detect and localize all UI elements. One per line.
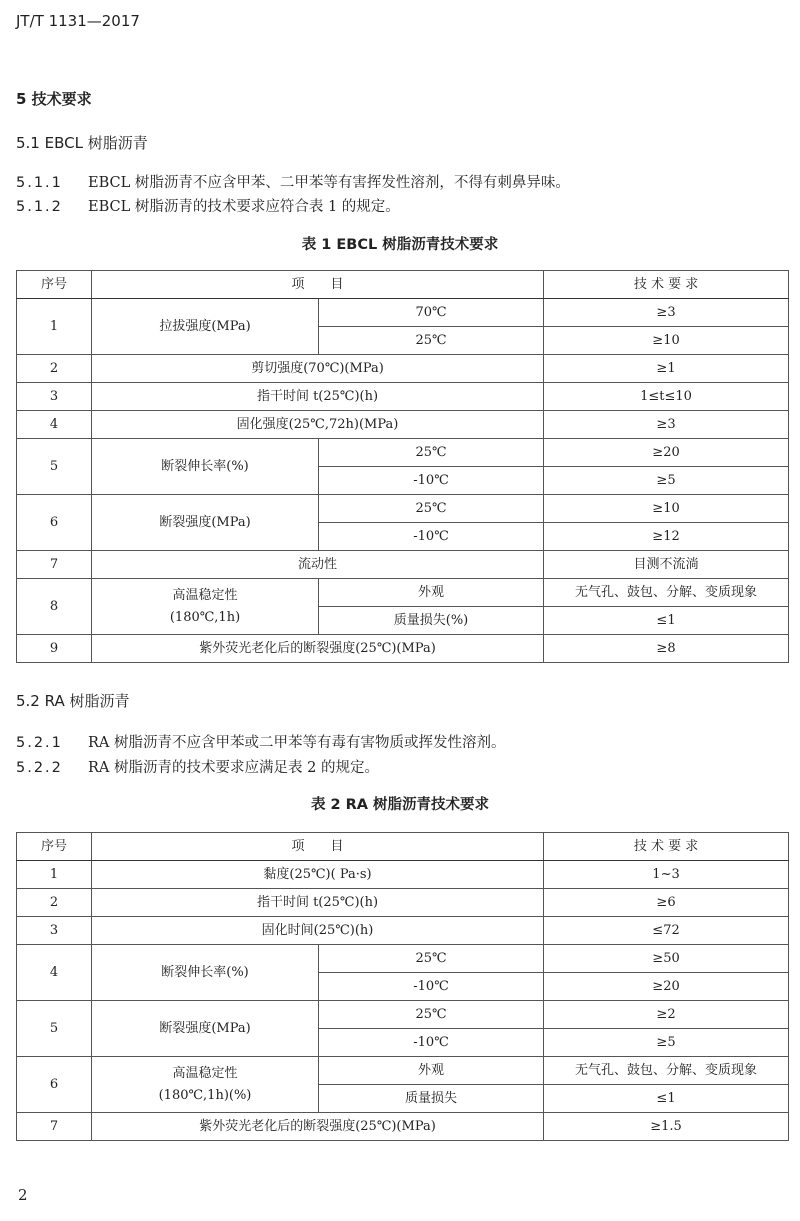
header-cell: 技 术 要 求 bbox=[544, 833, 789, 861]
cell-value: ≥20 bbox=[544, 973, 789, 1001]
cell-sub: -10℃ bbox=[319, 523, 544, 551]
cell-sub: 70℃ bbox=[319, 299, 544, 327]
clause-text: EBCL 树脂沥青的技术要求应符合表 1 的规定。 bbox=[88, 199, 400, 215]
table-row bbox=[17, 889, 789, 917]
cell-item: 固化时间(25℃)(h) bbox=[92, 917, 544, 945]
cell-item: 紫外荧光老化后的断裂强度(25℃)(MPa) bbox=[92, 1113, 544, 1141]
clause-text: EBCL 树脂沥青不应含甲苯、二甲苯等有害挥发性溶剂，不得有刺鼻异味。 bbox=[88, 175, 570, 191]
cell-value: ≤1 bbox=[544, 607, 789, 635]
cell-sub: 25℃ bbox=[319, 327, 544, 355]
table-row bbox=[17, 439, 789, 467]
table-row bbox=[17, 411, 789, 439]
cell-item: 剪切强度(70℃)(MPa) bbox=[92, 355, 544, 383]
cell-item: 断裂强度(MPa) bbox=[92, 495, 319, 551]
table-row bbox=[17, 635, 789, 663]
header-cell: 序号 bbox=[17, 271, 92, 299]
cell-item bbox=[92, 579, 319, 635]
table-header-row bbox=[17, 271, 789, 299]
cell-no: 1 bbox=[17, 299, 92, 355]
cell-value: ≥2 bbox=[544, 1001, 789, 1029]
cell-sub: -10℃ bbox=[319, 1029, 544, 1057]
cell-value: ≥6 bbox=[544, 889, 789, 917]
cell-value: ≥8 bbox=[544, 635, 789, 663]
table-row bbox=[17, 1113, 789, 1141]
table-caption: 表 1 EBCL 树脂沥青技术要求 bbox=[301, 237, 499, 253]
cell-item: 断裂强度(MPa) bbox=[92, 1001, 319, 1057]
table-row bbox=[17, 495, 789, 523]
cell-value: 目测不流淌 bbox=[544, 551, 789, 579]
table-row bbox=[17, 299, 789, 327]
header-cell: 项 目 bbox=[92, 833, 544, 861]
cell-item: 拉拔强度(MPa) bbox=[92, 299, 319, 355]
clause-5-1-1 bbox=[16, 171, 570, 192]
cell-sub: -10℃ bbox=[319, 467, 544, 495]
table-row bbox=[17, 861, 789, 889]
cell-no: 9 bbox=[17, 635, 92, 663]
clause-number: 5.1.1 bbox=[16, 175, 63, 191]
cell-value: ≥10 bbox=[544, 327, 789, 355]
table-row bbox=[17, 945, 789, 973]
cell-sub: 25℃ bbox=[319, 495, 544, 523]
clause-5-1-2 bbox=[16, 195, 400, 216]
item-line: (180℃,1h) bbox=[169, 609, 241, 625]
clause-5-2-1 bbox=[16, 731, 506, 752]
header-cell: 序号 bbox=[17, 833, 92, 861]
cell-sub: 25℃ bbox=[319, 439, 544, 467]
cell-value: ≥10 bbox=[544, 495, 789, 523]
table-row bbox=[17, 917, 789, 945]
cell-item bbox=[92, 1057, 319, 1113]
cell-value: ≥3 bbox=[544, 299, 789, 327]
item-line: 高温稳定性 bbox=[172, 587, 238, 603]
cell-no: 7 bbox=[17, 551, 92, 579]
table-row bbox=[17, 355, 789, 383]
table-1 bbox=[16, 270, 789, 663]
table-row bbox=[17, 579, 789, 607]
cell-item: 指干时间 t(25℃)(h) bbox=[92, 889, 544, 917]
cell-value: ≥1.5 bbox=[544, 1113, 789, 1141]
cell-value: 1≤t≤10 bbox=[544, 383, 789, 411]
table-caption: 表 2 RA 树脂沥青技术要求 bbox=[310, 797, 490, 813]
cell-value: 无气孔、鼓包、分解、变质现象 bbox=[544, 1057, 789, 1085]
cell-no: 5 bbox=[17, 1001, 92, 1057]
header-cell: 技 术 要 求 bbox=[544, 271, 789, 299]
cell-value: ≤72 bbox=[544, 917, 789, 945]
cell-sub: 外观 bbox=[319, 1057, 544, 1085]
clause-text: RA 树脂沥青不应含甲苯或二甲苯等有毒有害物质或挥发性溶剂。 bbox=[88, 735, 506, 751]
cell-value: 无气孔、鼓包、分解、变质现象 bbox=[544, 579, 789, 607]
cell-value: 1~3 bbox=[544, 861, 789, 889]
cell-item: 断裂伸长率(%) bbox=[92, 439, 319, 495]
cell-no: 6 bbox=[17, 495, 92, 551]
cell-value: ≥5 bbox=[544, 467, 789, 495]
table-row bbox=[17, 383, 789, 411]
clause-number: 5.2.1 bbox=[16, 735, 63, 751]
cell-item: 黏度(25℃)( Pa·s) bbox=[92, 861, 544, 889]
cell-no: 1 bbox=[17, 861, 92, 889]
cell-value: ≥50 bbox=[544, 945, 789, 973]
cell-item: 紫外荧光老化后的断裂强度(25℃)(MPa) bbox=[92, 635, 544, 663]
cell-value: ≥12 bbox=[544, 523, 789, 551]
cell-no: 3 bbox=[17, 383, 92, 411]
page-number: 2 bbox=[18, 1186, 28, 1204]
cell-sub: 质量损失(%) bbox=[319, 607, 544, 635]
header-cell: 项 目 bbox=[92, 271, 544, 299]
cell-sub: 质量损失 bbox=[319, 1085, 544, 1113]
cell-no: 5 bbox=[17, 439, 92, 495]
cell-no: 8 bbox=[17, 579, 92, 635]
cell-item: 断裂伸长率(%) bbox=[92, 945, 319, 1001]
cell-value: ≥3 bbox=[544, 411, 789, 439]
subsection-title: 5.2 RA 树脂沥青 bbox=[16, 692, 130, 710]
doc-code-header: JT/T 1131—2017 bbox=[16, 12, 140, 30]
cell-sub: 25℃ bbox=[319, 945, 544, 973]
cell-sub: 25℃ bbox=[319, 1001, 544, 1029]
table-2 bbox=[16, 832, 789, 1141]
cell-no: 4 bbox=[17, 411, 92, 439]
item-line: (180℃,1h)(%) bbox=[158, 1087, 252, 1103]
cell-sub: 外观 bbox=[319, 579, 544, 607]
cell-no: 2 bbox=[17, 889, 92, 917]
section-title: 5 技术要求 bbox=[16, 90, 92, 108]
cell-value: ≤1 bbox=[544, 1085, 789, 1113]
cell-no: 2 bbox=[17, 355, 92, 383]
cell-value: ≥20 bbox=[544, 439, 789, 467]
cell-item: 流动性 bbox=[92, 551, 544, 579]
cell-sub: -10℃ bbox=[319, 973, 544, 1001]
table-row bbox=[17, 1057, 789, 1085]
cell-no: 4 bbox=[17, 945, 92, 1001]
clause-5-2-2 bbox=[16, 756, 379, 777]
clause-number: 5.2.2 bbox=[16, 760, 63, 776]
clause-number: 5.1.2 bbox=[16, 199, 63, 215]
subsection-title: 5.1 EBCL 树脂沥青 bbox=[16, 134, 148, 152]
item-line: 高温稳定性 bbox=[172, 1065, 238, 1081]
table-row bbox=[17, 551, 789, 579]
cell-value: ≥1 bbox=[544, 355, 789, 383]
cell-no: 3 bbox=[17, 917, 92, 945]
cell-item: 固化强度(25℃,72h)(MPa) bbox=[92, 411, 544, 439]
cell-no: 7 bbox=[17, 1113, 92, 1141]
cell-value: ≥5 bbox=[544, 1029, 789, 1057]
table-header-row bbox=[17, 833, 789, 861]
cell-no: 6 bbox=[17, 1057, 92, 1113]
cell-item: 指干时间 t(25℃)(h) bbox=[92, 383, 544, 411]
table-row bbox=[17, 1001, 789, 1029]
clause-text: RA 树脂沥青的技术要求应满足表 2 的规定。 bbox=[88, 760, 379, 776]
